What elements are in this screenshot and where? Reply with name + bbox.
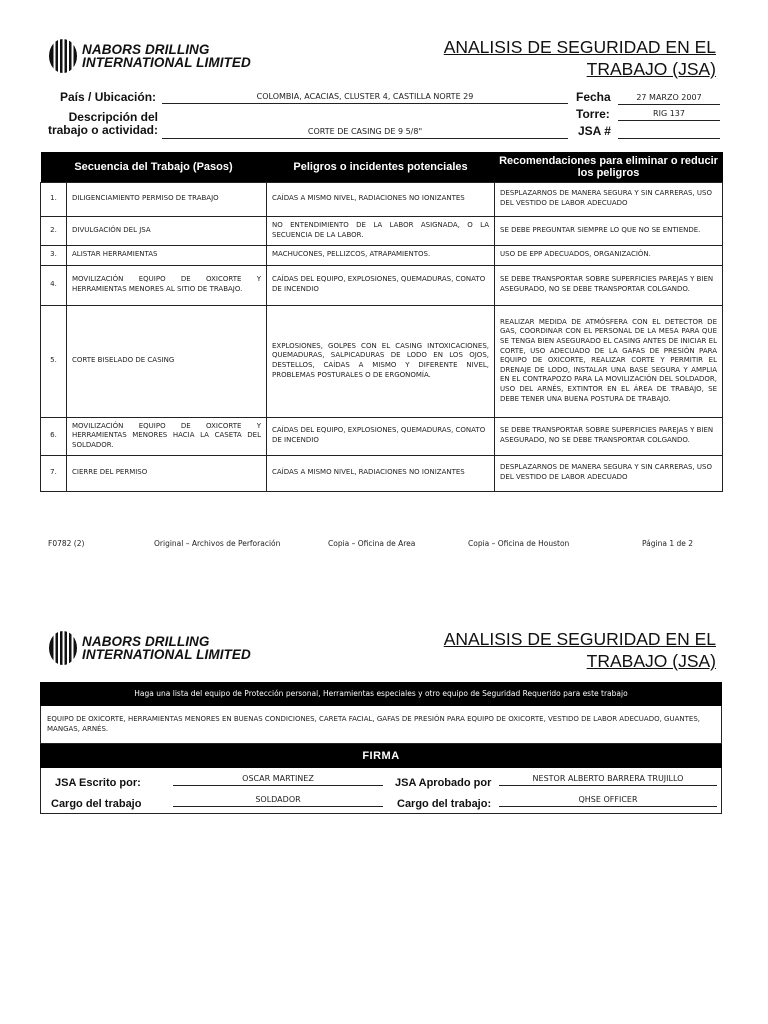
jsa-page-2 [0,620,768,850]
header-recomendaciones: Recomendaciones para eliminar o reducir los peligros [495,152,723,182]
pais-field[interactable]: COLOMBIA, ACACIAS, CLUSTER 4, CASTILLA NORTE 29 [162,91,568,104]
nabors-globe-icon [48,38,78,74]
fecha-field[interactable]: 27 MARZO 2007 [618,92,720,105]
pais-label: País / Ubicación: [60,90,157,104]
torre-field[interactable]: RIG 137 [618,108,720,121]
table-row [41,417,723,455]
descripcion-label: Descripción del trabajo o actividad: [47,110,158,137]
table-header-row [41,152,723,182]
company-name: NABORS DRILLING INTERNATIONAL LIMITED [82,42,251,70]
form-code: F0782 (2) [48,539,85,548]
footer-original: Original – Archivos de Perforación [154,539,281,548]
row-hazard: EXPLOSIONES, GOLPES CON EL CASING INTOXICACIONES, QUEMADURAS, SALPICADURAS DE LODO EN LOS OJOS, DESTELLOS, CAÍDAS A MISMO Y DIFERENTE NIVEL, PROBLEMAS POSTURALES O DE ERGONOMÍA. [267,305,495,417]
document-title: ANALISIS DE SEGURIDAD EN EL TRABAJO (JSA) [443,629,716,671]
row-recommendation: DESPLAZARNOS DE MANERA SEGURA Y SIN CARRERAS, USO DEL VESTIDO DE LABOR ADECUADO [495,182,723,216]
row-number: 5. [41,305,67,417]
table-row [41,265,723,305]
row-step: ALISTAR HERRAMIENTAS [67,245,267,265]
row-number: 3. [41,245,67,265]
cargo-field-1[interactable]: SOLDADOR [173,794,383,807]
row-recommendation: USO DE EPP ADECUADOS, ORGANIZACIÓN. [495,245,723,265]
row-hazard: CAÍDAS DEL EQUIPO, EXPLOSIONES, QUEMADURAS, CONATO DE INCENDIO [267,265,495,305]
nabors-globe-icon [48,630,78,666]
table-row [41,245,723,265]
aprobado-label: JSA Aprobado por [395,777,492,789]
company-logo [48,630,251,666]
company-logo [48,38,251,74]
signature-box [40,768,722,814]
header-peligros: Peligros o incidentes potenciales [267,152,495,182]
fecha-label: Fecha [576,90,611,104]
table-row [41,182,723,216]
row-step: CIERRE DEL PERMISO [67,455,267,491]
cargo-field-2[interactable]: QHSE OFFICER [499,794,717,807]
row-number: 6. [41,417,67,455]
cargo-label-2: Cargo del trabajo: [397,798,492,810]
ppe-list[interactable]: EQUIPO DE OXICORTE, HERRAMIENTAS MENORES EN BUENAS CONDICIONES, CARETA FACIAL, GAFAS DE PRESIÓN PARA EQUIPO DE OXICORTE, VESTIDO DE LABOR ADECUADO, GUANTES, MANGAS, ARNÉS. [40,706,722,744]
row-number: 2. [41,216,67,245]
row-number: 7. [41,455,67,491]
row-step: DIVULGACIÓN DEL JSA [67,216,267,245]
row-recommendation: REALIZAR MEDIDA DE ATMÓSFERA CON EL DETECTOR DE GAS, COORDINAR CON EL PERSONAL DE LA MESA PARA QUE SE TENGA BIEN ASEGURADO EL CASING ANTES DE INICIAR EL CORTE, USO ADECUADO DE LA GAFAS DE PRESIÓN PARA EQUIPO DE OXICORTE, REALIZAR CORTE Y PERMITIR EL DRENAJE DE LODO, INSTALAR UNA BASE SEGURA Y AMPLIA EN EL CONTRAPOZO PARA LA MOVILIZACIÓN DEL SOLDADOR, USO DEL ARNÉS, EXTINTOR EN EL ÁREA DE TRABAJO, SE DEBE TENER UNA BUENA POSTURA DE TRABAJO. [495,305,723,417]
descripcion-field[interactable]: CORTE DE CASING DE 9 5/8" [162,126,568,139]
table-row [41,455,723,491]
jsa-number-label: JSA # [578,124,611,138]
footer-copia-area: Copia – Oficina de Area [328,539,416,548]
row-step: MOVILIZACIÓN EQUIPO DE OXICORTE Y HERRAMIENTAS MENORES HACIA LA CASETA DEL SOLDADOR. [67,417,267,455]
row-step: DILIGENCIAMIENTO PERMISO DE TRABAJO [67,182,267,216]
header-secuencia: Secuencia del Trabajo (Pasos) [41,152,267,182]
escrito-label: JSA Escrito por: [55,777,141,789]
row-number: 4. [41,265,67,305]
row-step: CORTE BISELADO DE CASING [67,305,267,417]
escrito-field[interactable]: OSCAR MARTINEZ [173,773,383,786]
row-hazard: CAÍDAS DEL EQUIPO, EXPLOSIONES, QUEMADURAS, CONATO DE INCENDIO [267,417,495,455]
jsa-number-field[interactable] [618,126,720,139]
ppe-header: Haga una lista del equipo de Protección personal, Herramientas especiales y otro equipo de Seguridad Requerido para este trabajo [40,682,722,706]
row-number: 1. [41,182,67,216]
company-name: NABORS DRILLING INTERNATIONAL LIMITED [82,634,251,662]
aprobado-field[interactable]: NESTOR ALBERTO BARRERA TRUJILLO [499,773,717,786]
page-number: Página 1 de 2 [642,539,694,548]
firma-header: FIRMA [40,744,722,768]
row-hazard: CAÍDAS A MISMO NIVEL, RADIACIONES NO IONIZANTES [267,182,495,216]
row-recommendation: SE DEBE PREGUNTAR SIEMPRE LO QUE NO SE ENTIENDE. [495,216,723,245]
table-row [41,305,723,417]
row-hazard: NO ENTENDIMIENTO DE LA LABOR ASIGNADA, O LA SECUENCIA DE LA LABOR. [267,216,495,245]
row-hazard: MACHUCONES, PELLIZCOS, ATRAPAMIENTOS. [267,245,495,265]
row-recommendation: DESPLAZARNOS DE MANERA SEGURA Y SIN CARRERAS, USO DEL VESTIDO DE LABOR ADECUADO [495,455,723,491]
document-title: ANALISIS DE SEGURIDAD EN EL TRABAJO (JSA) [443,37,716,79]
torre-label: Torre: [576,107,610,121]
table-row [41,216,723,245]
cargo-label-1: Cargo del trabajo [51,798,142,810]
row-recommendation: SE DEBE TRANSPORTAR SOBRE SUPERFICIES PAREJAS Y BIEN ASEGURADO, NO SE DEBE TRANSPORTAR COLGANDO. [495,265,723,305]
footer-copia-houston: Copia – Oficina de Houston [468,539,570,548]
row-step: MOVILIZACIÓN EQUIPO DE OXICORTE Y HERRAMIENTAS MENORES AL SITIO DE TRABAJO. [67,265,267,305]
row-recommendation: SE DEBE TRANSPORTAR SOBRE SUPERFICIES PAREJAS Y BIEN ASEGURADO, NO SE DEBE TRANSPORTAR COLGANDO. [495,417,723,455]
row-hazard: CAÍDAS A MISMO NIVEL, RADIACIONES NO IONIZANTES [267,455,495,491]
jsa-steps-table [40,152,723,492]
